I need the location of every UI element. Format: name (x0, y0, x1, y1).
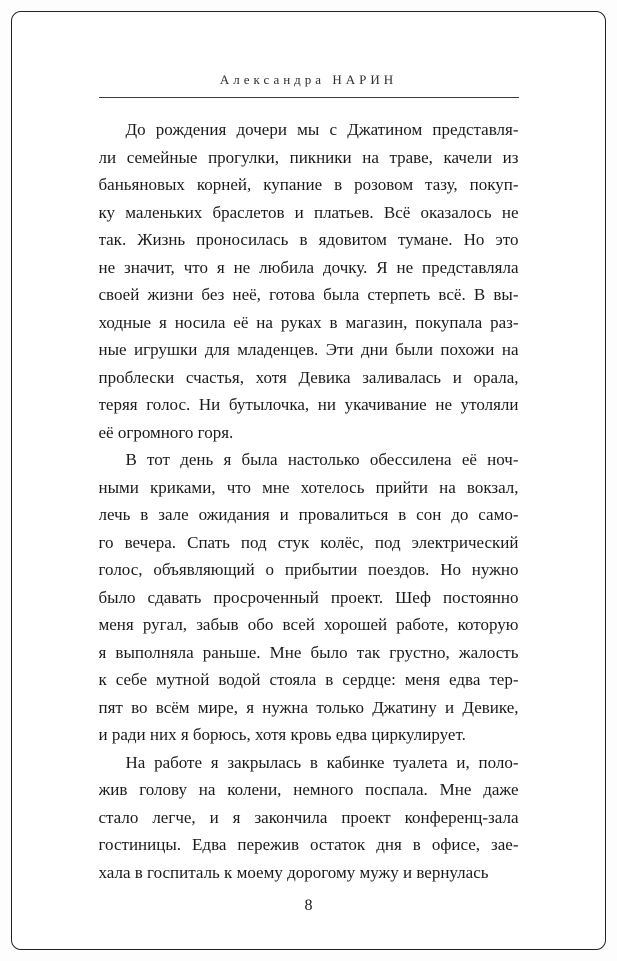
text-line: На работе я закрылась в кабинке туалета и, поло- (125, 752, 519, 772)
text-line: своей жизни без неё, готова была стерпеть всё. В вы- (98, 285, 519, 304)
text-line: гостиницы. Едва пережив остаток дня в офисе, зае- (98, 835, 519, 854)
page-number: 8 (304, 897, 313, 914)
text-body (99, 116, 519, 886)
text-line: было сдавать просроченный проект. Шеф постоянно (98, 587, 519, 607)
text-line: В тот день я была настолько обессилена её ноч- (125, 450, 519, 469)
text-line: До рождения дочери мы с Джатином представля- (125, 120, 519, 139)
text-line: проблески счастья, хотя Девика заливалась и орала, (98, 367, 519, 387)
text-line: так. Жизнь проносилась в ядовитом тумане. Но это (98, 230, 519, 249)
text-line: теряя голос. Ни бутылочка, ни укачивание не утоляли (98, 395, 519, 414)
text-line: голос, объявляющий о прибытии поездов. Но нужно (98, 560, 519, 579)
text-line: лечь в зале ожидания и провалиться в сон до само- (98, 505, 519, 524)
running-head-author: Александра НАРИН (219, 72, 398, 87)
text-line: стало легче, и я закончила проект конференц-зала (98, 807, 519, 827)
text-line: пят во всём мире, я нужна только Джатину и Девике, (98, 697, 519, 717)
text-line: ные игрушки для младенцев. Эти дни были похожи на (98, 340, 519, 359)
paragraph (99, 116, 519, 446)
text-line: баньяновых корней, купание в розовом тазу, покуп- (98, 175, 519, 194)
text-line: жив голову на колени, немного поспала. Мне даже (98, 780, 519, 799)
text-line: не значит, что я не любила дочку. Я не представляла (98, 257, 519, 277)
text-line: ли семейные прогулки, пикники на траве, качели из (98, 147, 519, 167)
text-line: ными криками, что мне хотелось прийти на вокзал, (98, 477, 519, 497)
paragraph (99, 749, 519, 887)
text-line: ходные я носила её на руках в магазин, покупала раз- (98, 312, 519, 332)
text-line: ку маленьких браслетов и платьев. Всё оказалось не (98, 202, 519, 222)
text-line: я выполняла раньше. Мне было так грустно, жалость (98, 642, 519, 662)
text-line: к себе мутной водой стояла в сердце: меня едва тер- (98, 670, 519, 689)
page-header (12, 72, 605, 98)
text-line: её огромного горя. (98, 422, 234, 442)
header-rule (99, 97, 519, 98)
paragraph (99, 446, 519, 749)
text-line: меня ругал, забыв обо всей хорошей работе, которую (98, 615, 519, 634)
text-line: и ради них я борюсь, хотя кровь едва циркулирует. (98, 725, 466, 744)
text-line: го вечера. Спать под стук колёс, под электрический (98, 532, 519, 552)
book-page (11, 11, 606, 950)
text-line: хала в госпиталь к моему дорогому мужу и вернулась (98, 862, 489, 882)
